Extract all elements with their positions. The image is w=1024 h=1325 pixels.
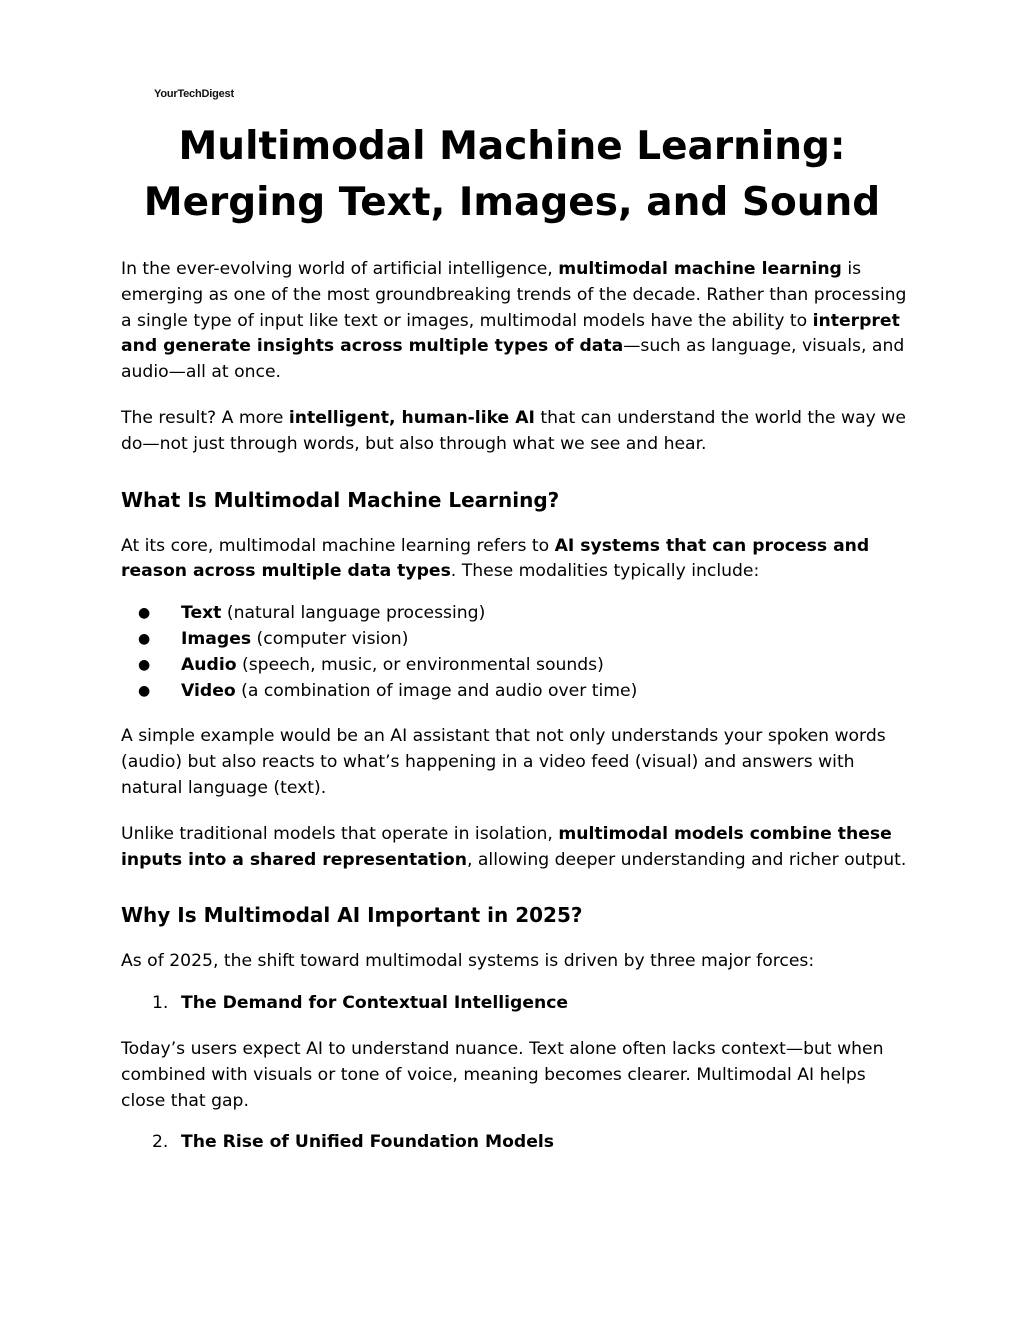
list-item-desc: (computer vision): [251, 628, 409, 649]
text-run: In the ever-evolving world of artificial intelligence,: [121, 259, 559, 279]
forces-list-2: [121, 1130, 911, 1156]
intro-paragraph-2: [121, 406, 911, 458]
text-run: Unlike traditional models that operate in isolation,: [121, 823, 559, 844]
intro-paragraph-1: [121, 257, 911, 386]
list-item: [121, 679, 911, 705]
bullet-icon: ●: [138, 656, 151, 673]
list-item: [121, 627, 911, 653]
bold-text: intelligent, human-like AI: [288, 407, 535, 428]
force-item-1: [121, 991, 911, 1017]
list-item-desc: (natural language processing): [221, 603, 486, 624]
force-title: The Demand for Contextual Intelligence: [181, 993, 569, 1014]
list-item-term: Audio: [181, 654, 237, 675]
list-item: [121, 601, 911, 627]
section1-paragraph-3: [121, 822, 911, 874]
list-item: [121, 653, 911, 679]
section-heading-why-important: Why Is Multimodal AI Important in 2025?: [121, 903, 583, 928]
list-item-term: Video: [181, 680, 236, 701]
text-run: , allowing deeper understanding and richer output.: [466, 849, 907, 870]
bold-text: multimodal models combine these inputs into a shared representation: [121, 823, 892, 870]
section1-paragraph-1: [121, 534, 911, 586]
force-1-paragraph: Today’s users expect AI to understand nuance. Text alone often lacks context—but when combined with visuals or tone of voice, meaning becomes clearer. Multimodal AI helps close that gap.: [121, 1038, 884, 1111]
force-title: The Rise of Unified Foundation Models: [181, 1132, 554, 1153]
bullet-icon: ●: [138, 630, 151, 647]
text-run: The result? A more: [121, 407, 289, 428]
text-run: At its core, multimodal machine learning refers to: [121, 535, 555, 556]
force-item-2: [121, 1130, 911, 1156]
section1-paragraph-2: A simple example would be an AI assistant that not only understands your spoken words (audio) but also reacts to what’s happening in a video feed (visual) and answers with natural language (text).: [121, 726, 886, 798]
title-line-2: Merging Text, Images, and Sound: [143, 180, 881, 225]
bullet-icon: ●: [138, 682, 151, 699]
bold-text: AI systems that can process and reason across multiple data types: [121, 535, 870, 582]
text-run: . These modalities typically include:: [450, 561, 760, 582]
list-item-term: Text: [181, 603, 222, 624]
title-line-1: Multimodal Machine Learning:: [178, 124, 846, 169]
text-run: that can understand the world the way we do—not just through words, but also through what we see and hear.: [121, 407, 906, 454]
modalities-list: [121, 601, 911, 704]
text-run: is emerging as one of the most groundbreaking trends of the decade. Rather than processing a single type of input like text or images, multimodal models have the ability to: [121, 259, 907, 331]
forces-list-1: [121, 991, 911, 1017]
list-item-term: Images: [181, 628, 252, 649]
section-heading-what-is: What Is Multimodal Machine Learning?: [121, 487, 560, 512]
list-item-desc: (a combination of image and audio over time): [235, 680, 638, 701]
brand-logo: YourTechDigest: [154, 88, 234, 100]
text-run: —such as language, visuals, and audio—all at once.: [121, 336, 905, 383]
list-number: 2.: [152, 1132, 169, 1153]
bold-text: interpret and generate insights across multiple types of data: [121, 310, 900, 357]
list-item-desc: (speech, music, or environmental sounds): [236, 654, 604, 675]
article-title: [60, 119, 964, 231]
section2-paragraph-1: As of 2025, the shift toward multimodal systems is driven by three major forces:: [121, 951, 815, 972]
article-body: [121, 257, 911, 1176]
bullet-icon: ●: [138, 605, 151, 622]
bold-text: multimodal machine learning: [558, 259, 842, 279]
list-number: 1.: [152, 993, 169, 1014]
